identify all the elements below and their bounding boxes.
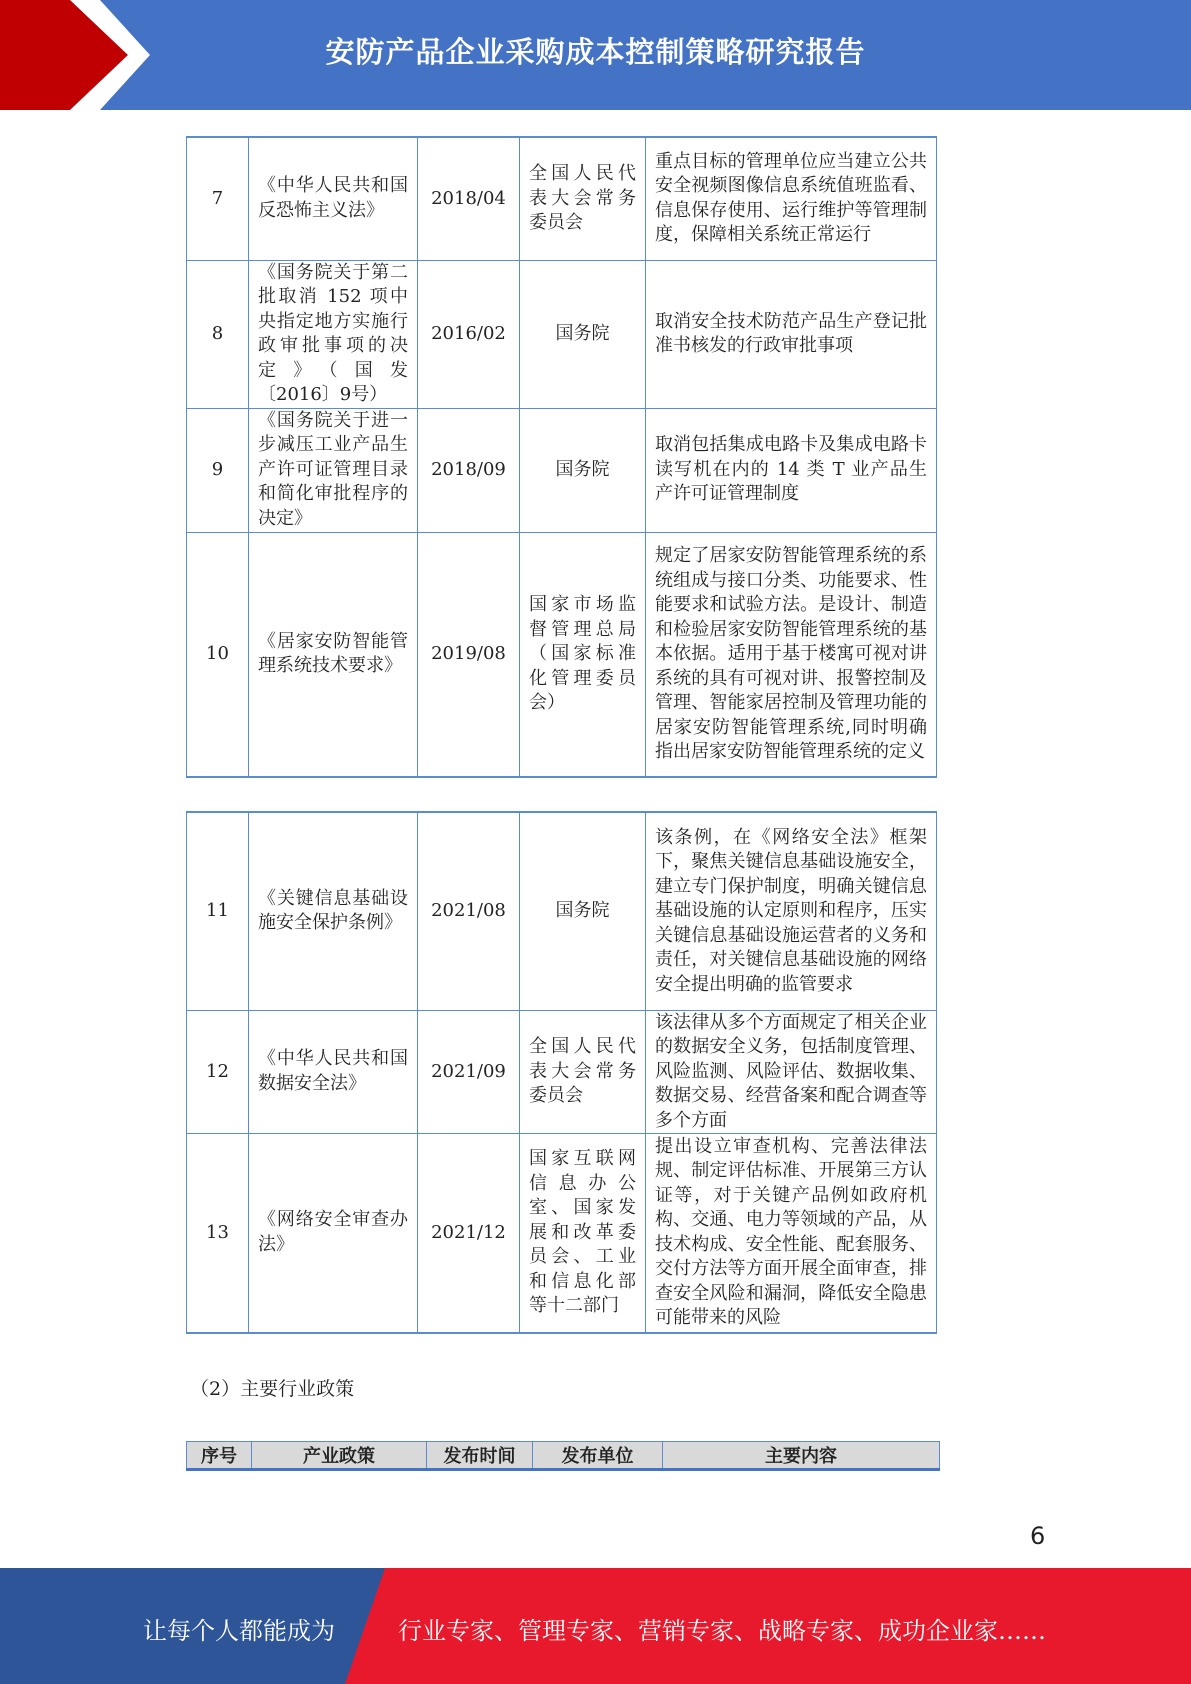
footer-slogan-right: 行业专家、管理专家、营销专家、战略专家、成功企业家…… [398, 1617, 1046, 1645]
policy-name: 《关键信息基础设施安全保护条例》 [249, 812, 418, 1010]
policy-name: 《国务院关于第二批取消 152 项中央指定地方实施行政审批事项的决定》（国发〔2016〕9号） [249, 260, 418, 408]
table-row [187, 137, 937, 260]
header-org: 发布单位 [533, 1442, 663, 1470]
footer-slogan-left: 让每个人都能成为 [143, 1617, 335, 1645]
table-row [187, 408, 937, 532]
table-row [187, 532, 937, 777]
publisher: 全国人民代表大会常务委员会 [520, 1010, 646, 1134]
table-row [187, 812, 937, 1010]
header-date: 发布时间 [427, 1442, 533, 1470]
row-number: 10 [187, 532, 249, 777]
main-content: 取消安全技术防范产品生产登记批准书核发的行政审批事项 [646, 260, 937, 408]
report-title: 安防产品企业采购成本控制策略研究报告 [325, 35, 866, 69]
page-number: 6 [1030, 1522, 1046, 1550]
main-content: 提出设立审查机构、完善法律法规、制定评估标准、开展第三方认证等，对于关键产品例如政府机构、交通、电力等领域的产品，从技术构成、安全性能、配套服务、交付方法等方面开展全面审查，排查安全风险和漏洞，降低安全隐患可能带来的风险 [646, 1134, 937, 1333]
row-number: 13 [187, 1134, 249, 1333]
policy-name: 《居家安防智能管理系统技术要求》 [249, 532, 418, 777]
publish-date: 2021/08 [418, 812, 520, 1010]
policy-table-part-1 [186, 136, 937, 778]
table-row [187, 1134, 937, 1333]
publisher: 国家互联网信息办公室、国家发展和改革委员会、工业和信息化部等十二部门 [520, 1134, 646, 1333]
main-content: 重点目标的管理单位应当建立公共安全视频图像信息系统值班监看、信息保存使用、运行维护等管理制度，保障相关系统正常运行 [646, 137, 937, 260]
header-row [187, 1442, 940, 1470]
publish-date: 2021/09 [418, 1010, 520, 1134]
policy-name: 《网络安全审查办法》 [249, 1134, 418, 1333]
page-header [0, 0, 1191, 110]
policy-table-part-2 [186, 811, 937, 1334]
publisher: 国务院 [520, 408, 646, 532]
publish-date: 2021/12 [418, 1134, 520, 1333]
publisher: 全国人民代表大会常务委员会 [520, 137, 646, 260]
header-no: 序号 [187, 1442, 252, 1470]
row-number: 12 [187, 1010, 249, 1134]
page-footer [0, 1568, 1191, 1684]
industry-policy-table-header [186, 1441, 940, 1471]
row-number: 8 [187, 260, 249, 408]
main-content: 规定了居家安防智能管理系统的系统组成与接口分类、功能要求、性能要求和试验方法。是设计、制造和检验居家安防智能管理系统的基本依据。适用于基于楼寓可视对讲系统的具有可视对讲、报警控制及管理、智能家居控制及管理功能的居家安防智能管理系统,同时明确指出居家安防智能管理系统的定义 [646, 532, 937, 777]
main-content: 取消包括集成电路卡及集成电路卡读写机在内的 14 类 T 业产品生产许可证管理制度 [646, 408, 937, 532]
policy-name: 《国务院关于进一步减压工业产品生产许可证管理目录和简化审批程序的决定》 [249, 408, 418, 532]
main-content: 该条例，在《网络安全法》框架下，聚焦关键信息基础设施安全，建立专门保护制度，明确关键信息基础设施的认定原则和程序，压实关键信息基础设施运营者的义务和责任，对关键信息基础设施的网络安全提出明确的监管要求 [646, 812, 937, 1010]
publish-date: 2018/04 [418, 137, 520, 260]
publisher: 国家市场监督管理总局（国家标准化管理委员会） [520, 532, 646, 777]
publish-date: 2019/08 [418, 532, 520, 777]
publish-date: 2018/09 [418, 408, 520, 532]
table-row [187, 1010, 937, 1134]
header-policy: 产业政策 [252, 1442, 427, 1470]
row-number: 9 [187, 408, 249, 532]
policy-name: 《中华人民共和国数据安全法》 [249, 1010, 418, 1134]
header-content: 主要内容 [663, 1442, 940, 1470]
row-number: 7 [187, 137, 249, 260]
section-heading: （2）主要行业政策 [190, 1378, 355, 1400]
row-number: 11 [187, 812, 249, 1010]
main-content: 该法律从多个方面规定了相关企业的数据安全义务，包括制度管理、风险监测、风险评估、数据收集、数据交易、经营备案和配合调查等多个方面 [646, 1010, 937, 1134]
publisher: 国务院 [520, 812, 646, 1010]
table-row [187, 260, 937, 408]
policy-name: 《中华人民共和国反恐怖主义法》 [249, 137, 418, 260]
publish-date: 2016/02 [418, 260, 520, 408]
publisher: 国务院 [520, 260, 646, 408]
